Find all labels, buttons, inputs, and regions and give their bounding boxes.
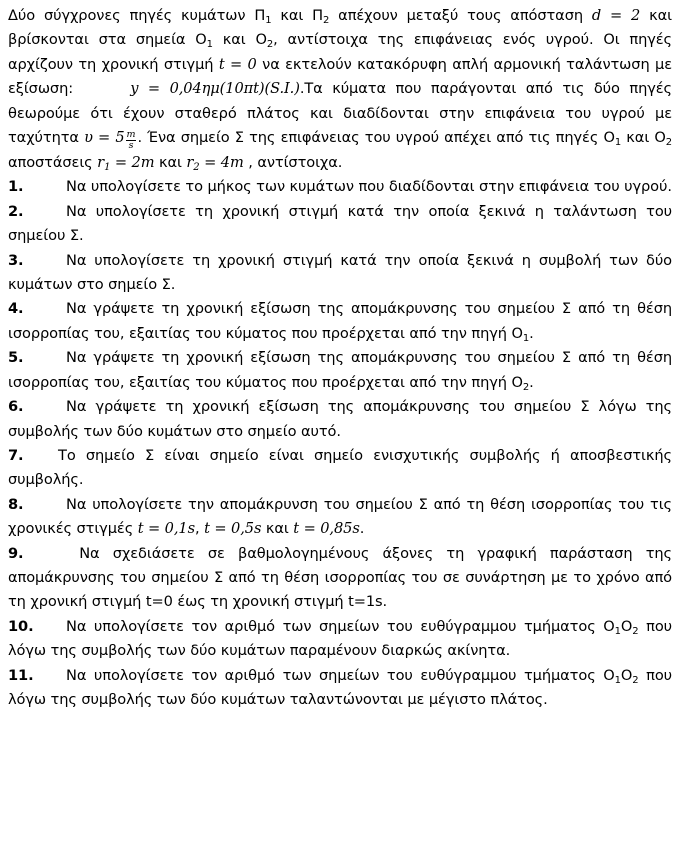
question-text: Να γράψετε τη χρονική εξίσωση της απομάκρυνσης του σημείου Σ από τη θέση ισορροπίας του, εξαιτίας του κύματος που προέρχεται από την πηγή O xyxy=(8,300,672,342)
question-text: O xyxy=(620,666,633,684)
question-text: Να υπολογίσετε τη χρονική στιγμή κατά την οποία ξεκινά η ταλάντωση του σημείου Σ. xyxy=(8,202,672,245)
text: αποστάσεις xyxy=(8,154,98,172)
text: Δύο σύγχρονες πηγές κυμάτων Π xyxy=(8,7,266,24)
math-time-1: t = 0,1s xyxy=(137,520,195,538)
question-text-end: . xyxy=(529,324,534,342)
math-symbol: r xyxy=(186,154,194,172)
subscript: 2 xyxy=(323,15,330,26)
subscript: 1 xyxy=(265,15,272,26)
subscript: 2 xyxy=(193,162,200,174)
question-text: Να υπολογίσετε την απομάκρυνση του σημείου Σ από τη θέση ισορροπίας του τις χρονικές στιγμές xyxy=(8,495,672,538)
text: και xyxy=(154,154,187,172)
question-7 xyxy=(8,444,672,493)
subscript: 1 xyxy=(104,162,111,174)
fraction-units xyxy=(126,130,137,151)
subscript: 2 xyxy=(266,39,274,51)
text: . Ένα σημείο Σ της επιφάνειας του υγρού απέχει από τις πηγές O xyxy=(137,129,615,147)
question-11 xyxy=(8,664,672,713)
math-oscillation-equation: y = 0,04ημ(10πt)(S.I.) xyxy=(130,80,300,98)
fraction-numerator: m xyxy=(126,129,136,141)
question-text-end: που λόγω της συμβολής των δύο κυμάτων παραμένουν διαρκώς ακίνητα. xyxy=(8,617,672,660)
subscript: 2 xyxy=(632,625,639,637)
fraction-denominator: s xyxy=(128,140,134,152)
question-text: Να γράψετε τη χρονική εξίσωση της απομάκρυνσης του σημείου Σ λόγω της συμβολής των δύο κυμάτων στο σημείο αυτό. xyxy=(8,398,672,440)
question-number: 2. xyxy=(8,202,24,220)
question-text-end: που λόγω της συμβολής των δύο κυμάτων ταλαντώνονται με μέγιστο πλάτος. xyxy=(8,666,672,708)
math-velocity: υ = 5 xyxy=(84,129,125,147)
exercise-sheet xyxy=(8,4,672,712)
question-2 xyxy=(8,200,672,249)
math-distance: d = 2 xyxy=(591,7,641,24)
text: και O xyxy=(212,31,267,49)
question-text: Να σχεδιάσετε σε βαθμολογημένους άξονες τη γραφική παράσταση της απομάκρυνσης του σημείου Σ από τη θέση ισορροπίας του σε συνάρτηση με το χρόνο από τη χρονική στιγμή t=0 έως τη χρονική στιγμή t=1s. xyxy=(8,544,672,611)
question-text: Να υπολογίσετε τον αριθμό των σημείων του ευθύγραμμου τμήματος O xyxy=(66,617,615,635)
math-symbol: r xyxy=(97,154,105,172)
question-number: 1. xyxy=(8,178,24,196)
text: και βρίσκονται στα σημεία O xyxy=(8,7,673,49)
question-number: 5. xyxy=(8,349,24,367)
question-6 xyxy=(8,395,672,444)
subscript: 1 xyxy=(614,674,621,686)
question-9 xyxy=(8,542,672,615)
math-time-3: t = 0,85s xyxy=(293,520,360,538)
question-text: O xyxy=(620,617,633,635)
question-number: 11. xyxy=(8,666,34,684)
text: και Π xyxy=(271,7,324,24)
text: .Τα κύματα που παράγονται από τις δύο πηγές θεωρούμε ότι έχουν σταθερό πλάτος και διαδίδονται στην επιφάνεια του υγρού με ταχύτητα xyxy=(8,80,673,147)
subscript: 2 xyxy=(632,674,639,686)
text: , αντίστοιχα. xyxy=(243,154,343,172)
text: και O xyxy=(621,129,666,147)
text: να εκτελούν κατακόρυφη απλή αρμονική ταλάντωση με εξίσωση: xyxy=(8,55,672,98)
question-text: Να υπολογίσετε τη χρονική στιγμή κατά την οποία ξεκινά η συμβολή των δύο κυμάτων στο σημείο Σ. xyxy=(8,251,672,294)
question-number: 8. xyxy=(8,495,24,513)
question-number: 4. xyxy=(8,300,24,318)
question-number: 9. xyxy=(8,544,24,562)
separator: και xyxy=(261,520,294,538)
problem-statement xyxy=(8,4,672,175)
question-text: Να υπολογίσετε το μήκος των κυμάτων που διαδίδονται στην επιφάνεια του υγρού. xyxy=(66,178,672,196)
question-3 xyxy=(8,249,672,298)
question-5 xyxy=(8,346,672,395)
question-text: Να υπολογίσετε τον αριθμό των σημείων του ευθύγραμμου τμήματος O xyxy=(66,666,615,684)
subscript: 2 xyxy=(665,137,672,149)
question-text-end: . xyxy=(359,520,365,538)
math-time-2: t = 0,5s xyxy=(204,520,262,538)
math-r2 xyxy=(186,154,244,174)
subscript: 2 xyxy=(522,381,530,393)
math-r1 xyxy=(97,154,155,174)
question-number: 3. xyxy=(8,251,24,269)
math-initial-time: t = 0 xyxy=(218,55,257,73)
math-value: = 2m xyxy=(110,154,155,172)
math-value: = 4m xyxy=(199,154,244,172)
subscript: 1 xyxy=(614,137,622,149)
question-number: 6. xyxy=(8,398,24,416)
question-number: 7. xyxy=(8,446,24,464)
question-1 xyxy=(8,175,672,199)
separator: , xyxy=(194,520,205,538)
question-text: Το σημείο Σ είναι σημείο είναι σημείο ενισχυτικής συμβολής ή αποσβεστικής συμβολής. xyxy=(8,446,672,489)
question-text: Να γράψετε τη χρονική εξίσωση της απομάκρυνσης του σημείου Σ από τη θέση ισορροπίας του, εξαιτίας του κύματος που προέρχεται από την πηγή O xyxy=(8,349,672,391)
subscript: 1 xyxy=(522,332,530,344)
question-10 xyxy=(8,615,672,664)
question-number: 10. xyxy=(8,617,34,635)
subscript: 1 xyxy=(614,625,621,637)
question-8 xyxy=(8,493,672,542)
text: , αντίστοιχα της επιφάνειας ενός υγρού. Οι πηγές αρχίζουν τη χρονική στιγμή xyxy=(8,31,673,73)
text: απέχουν μεταξύ τους απόσταση xyxy=(329,7,592,24)
question-text-end: . xyxy=(529,373,534,391)
subscript: 1 xyxy=(206,39,213,51)
question-4 xyxy=(8,297,672,346)
